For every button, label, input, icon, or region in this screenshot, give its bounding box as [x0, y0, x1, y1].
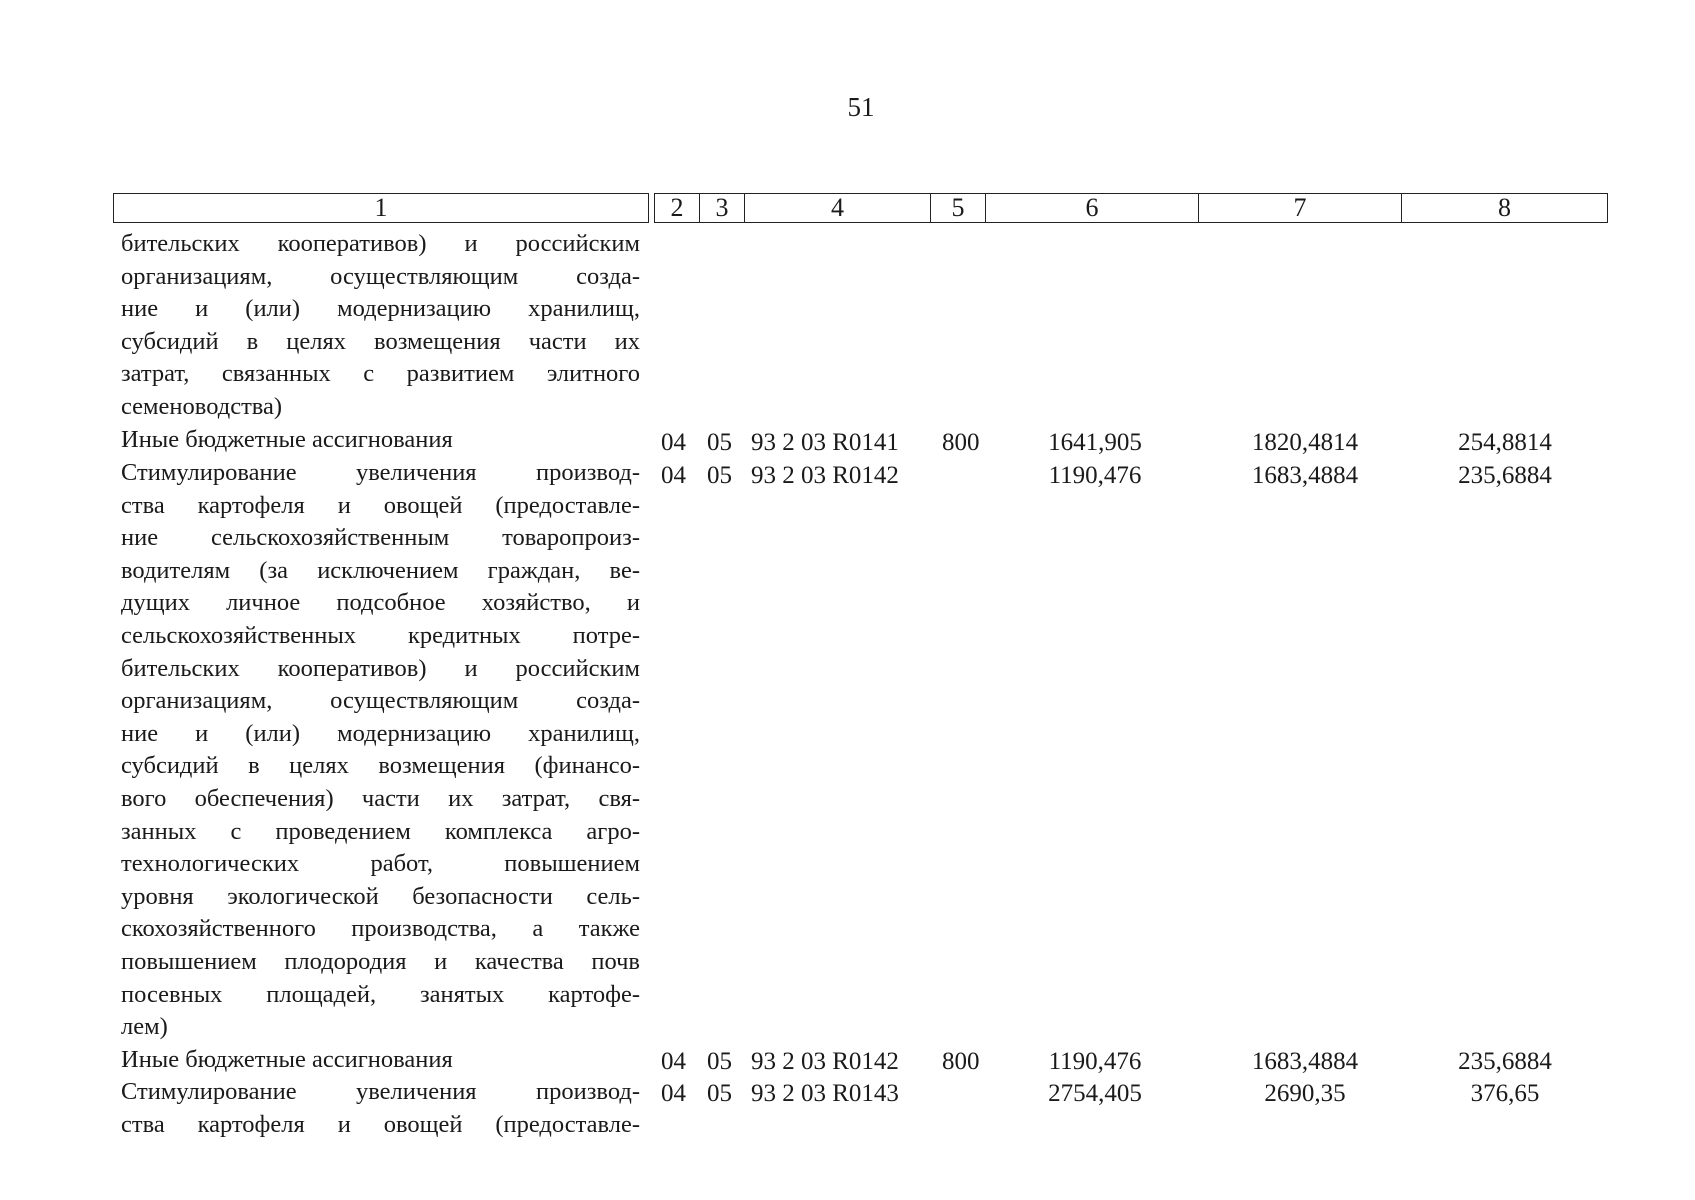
cell-amount-7: 1683,4884: [1251, 462, 1359, 489]
cell-amount-8: 235,6884: [1458, 1048, 1552, 1075]
text-line: бительских кооперативов) и российским: [121, 230, 640, 257]
text-line: уровня экологической безопасности сель-: [121, 882, 640, 910]
table-header: [113, 193, 1608, 225]
header-col-5: 5: [931, 193, 986, 223]
cell-target-code: 93 2 03 R0142: [751, 462, 899, 489]
header-col-3: 3: [700, 193, 745, 223]
text-line: водителям (за исключением граждан, ве-: [121, 556, 640, 584]
text-line: организациям, осуществляющим созда-: [121, 262, 640, 290]
text-line: Иные бюджетные ассигнования: [121, 426, 453, 453]
text-line: ние сельскохозяйственным товаропроиз-: [121, 524, 640, 552]
text-line: Стимулирование увеличения производ-: [121, 459, 640, 486]
text-line: дущих личное подсобное хозяйство, и: [121, 589, 640, 617]
text-line: технологических работ, повышением: [121, 850, 640, 878]
cell-target-code: 93 2 03 R0143: [751, 1080, 899, 1107]
text-line: ние и (или) модернизацию хранилищ,: [121, 719, 640, 747]
text-line: субсидий в целях возмещения (финансо-: [121, 752, 640, 780]
row-description: [121, 457, 640, 1044]
text-line: лем): [121, 1013, 168, 1041]
text-line: Иные бюджетные ассигнования: [121, 1046, 453, 1073]
text-line: сельскохозяйственных кредитных потре-: [121, 621, 640, 649]
cell-section: 04: [661, 429, 686, 456]
cell-amount-7: 1683,4884: [1251, 1048, 1359, 1075]
cell-amount-6: 1190,476: [1048, 462, 1142, 489]
text-line: посевных площадей, занятых картофе-: [121, 980, 640, 1008]
row-description-continued: [121, 228, 640, 424]
header-col-6: 6: [986, 193, 1199, 223]
text-line: ние и (или) модернизацию хранилищ,: [121, 295, 640, 323]
text-line: вого обеспечения) части их затрат, свя-: [121, 784, 640, 812]
cell-amount-6: 1190,476: [1048, 1048, 1142, 1075]
table-row: [0, 1078, 1695, 1110]
page-number: 51: [847, 92, 875, 122]
cell-amount-8: 376,65: [1470, 1080, 1540, 1107]
text-line: бительских кооперативов) и российским: [121, 654, 640, 682]
table-row: [0, 427, 1695, 459]
cell-amount-7: 1820,4814: [1251, 429, 1359, 456]
header-col-8: 8: [1402, 193, 1608, 223]
cell-subsection: 05: [707, 429, 732, 456]
header-col-7: 7: [1199, 193, 1402, 223]
cell-section: 04: [661, 1080, 686, 1107]
header-col-4: 4: [745, 193, 931, 223]
cell-amount-7: 2690,35: [1264, 1080, 1346, 1107]
header-col-2: 2: [654, 193, 700, 223]
cell-amount-6: 1641,905: [1048, 429, 1142, 456]
text-line: Стимулирование увеличения производ-: [121, 1078, 640, 1105]
cell-amount-8: 254,8814: [1458, 429, 1552, 456]
cell-expense-type: 800: [942, 429, 980, 456]
text-line: субсидий в целях возмещения части их: [121, 327, 640, 355]
cell-target-code: 93 2 03 R0142: [751, 1048, 899, 1075]
cell-subsection: 05: [707, 1048, 732, 1075]
cell-amount-8: 235,6884: [1458, 462, 1552, 489]
text-line: затрат, связанных с развитием элитного: [121, 360, 640, 388]
cell-amount-6: 2754,405: [1048, 1080, 1142, 1107]
text-line: скохозяйственного производства, а также: [121, 915, 640, 943]
table-row: [0, 460, 1695, 492]
text-line: занных с проведением комплекса агро-: [121, 817, 640, 845]
cell-subsection: 05: [707, 1080, 732, 1107]
text-line: семеноводства): [121, 392, 283, 420]
text-line: повышением плодородия и качества почв: [121, 947, 640, 975]
cell-section: 04: [661, 1048, 686, 1075]
text-line: организациям, осуществляющим созда-: [121, 687, 640, 715]
cell-subsection: 05: [707, 462, 732, 489]
table-row: [0, 1046, 1695, 1078]
text-line: ства картофеля и овощей (предоставле-: [121, 491, 640, 519]
cell-expense-type: 800: [942, 1048, 980, 1075]
cell-section: 04: [661, 462, 686, 489]
cell-target-code: 93 2 03 R0141: [751, 429, 899, 456]
header-col-1: 1: [113, 193, 649, 223]
text-line: ства картофеля и овощей (предоставле-: [121, 1110, 640, 1138]
